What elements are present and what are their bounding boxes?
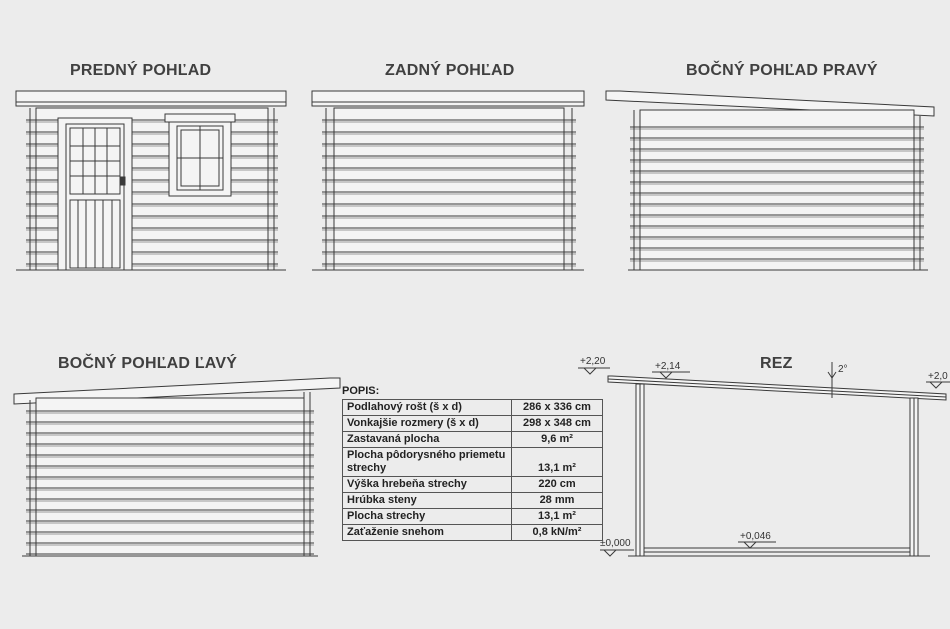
spec-value: 28 mm: [512, 493, 603, 509]
spec-table: [342, 385, 603, 541]
side-right-view: [606, 91, 934, 270]
spec-label: Plocha pôdorysného priemetu strechy: [343, 448, 512, 477]
spec-value: 286 x 336 cm: [512, 400, 603, 416]
spec-value: 220 cm: [512, 477, 603, 493]
elevation-top-left: +2,20: [580, 356, 606, 367]
spec-table-row: [343, 477, 603, 493]
spec-value: 9,6 m²: [512, 432, 603, 448]
spec-label: Zastavaná plocha: [343, 432, 512, 448]
door-handle: [120, 177, 125, 185]
spec-label: Výška hrebeňa strechy: [343, 477, 512, 493]
spec-table-caption: POPIS:: [342, 385, 380, 397]
front-view: [16, 91, 286, 270]
spec-label: Zaťaženie snehom: [343, 525, 512, 541]
spec-label: Podlahový rošt (š x d): [343, 400, 512, 416]
front-roof-fascia: [16, 91, 286, 106]
side-left-view: [14, 378, 340, 556]
spec-value: 298 x 348 cm: [512, 416, 603, 432]
title-side-left-view: BOČNÝ POHĽAD ĽAVÝ: [58, 355, 238, 372]
back-roof-fascia: [312, 91, 584, 106]
title-back-view: ZADNÝ POHĽAD: [385, 62, 515, 79]
spec-label: Plocha strechy: [343, 509, 512, 525]
spec-value: 13,1 m²: [512, 509, 603, 525]
title-side-right-view: BOČNÝ POHĽAD PRAVÝ: [686, 62, 878, 79]
side-right-wall: [640, 110, 914, 270]
spec-table-row: [343, 509, 603, 525]
spec-table-row: [343, 448, 603, 477]
spec-table-row: [343, 400, 603, 416]
spec-table-row: [343, 416, 603, 432]
spec-label: Vonkajšie rozmery (š x d): [343, 416, 512, 432]
spec-label: Hrúbka steny: [343, 493, 512, 509]
door: [58, 118, 132, 270]
elevation-top-right: +2,0: [928, 371, 948, 382]
spec-table-grid: [342, 399, 603, 541]
window: [165, 114, 235, 196]
elevation-top-mid: +2,14: [655, 361, 681, 372]
spec-table-row: [343, 432, 603, 448]
section-view: [578, 362, 950, 556]
elevation-ground: ±0,000: [600, 538, 631, 549]
spec-value: 13,1 m²: [512, 448, 603, 477]
roof-slope-label: 2°: [838, 364, 848, 375]
elevation-floor: +0,046: [740, 531, 771, 542]
spec-value: 0,8 kN/m²: [512, 525, 603, 541]
title-front-view: PREDNÝ POHĽAD: [70, 62, 212, 79]
spec-table-row: [343, 525, 603, 541]
title-section-view: REZ: [760, 355, 793, 372]
spec-table-row: [343, 493, 603, 509]
back-view: [312, 91, 584, 270]
